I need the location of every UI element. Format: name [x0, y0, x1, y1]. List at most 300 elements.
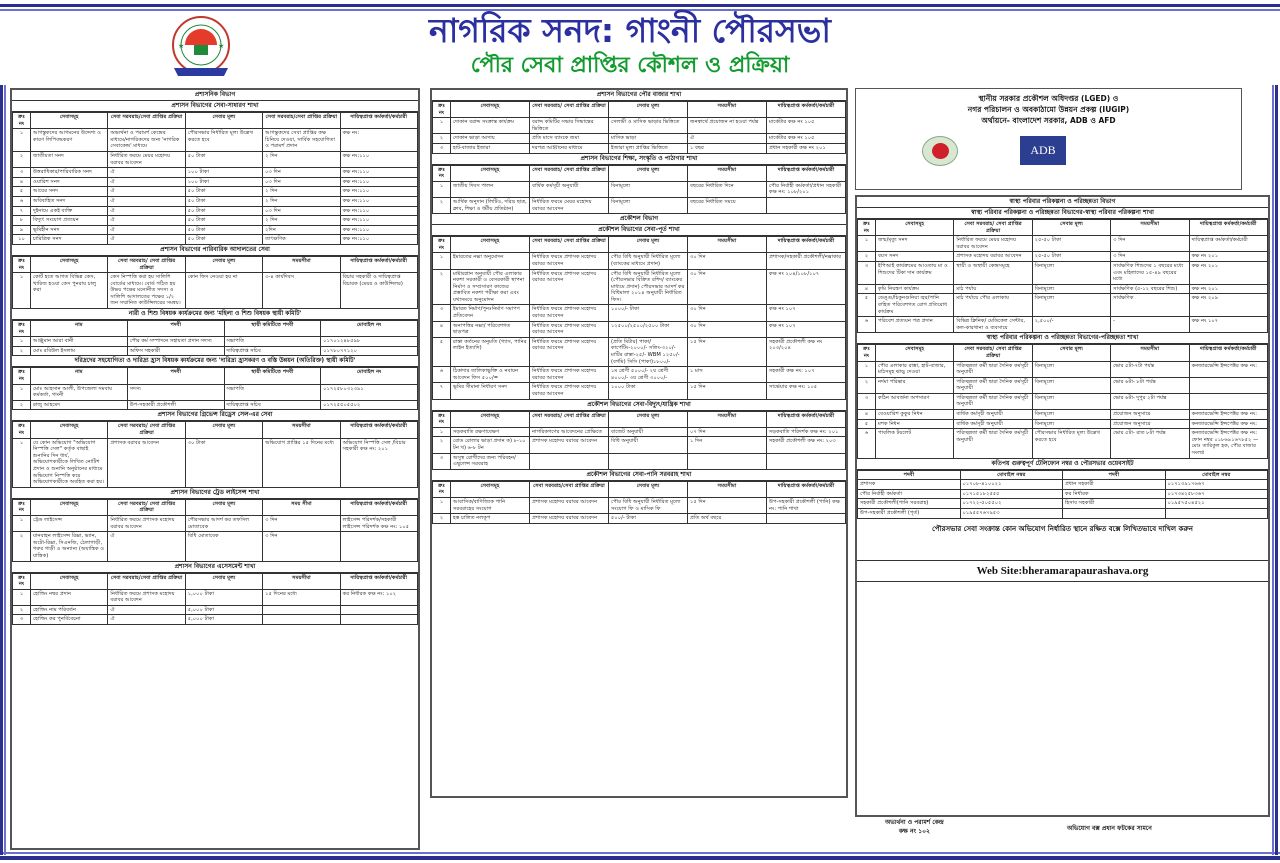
- table-cell: ১০: [13, 235, 31, 245]
- table-cell: নাগরিকগণের আবেদনের প্রেক্ষিতে: [530, 427, 609, 437]
- table-cell: ১ম শ্রেণী ৫০০০/- ২য় শ্রেণী ৪০০০/- ৩য় শ্রেণী ৩০০০/-: [609, 367, 688, 383]
- table-cell: ৩-৪ কার্যদিবস: [263, 273, 340, 309]
- table-cell: ২: [433, 269, 451, 305]
- table-cell: ৪: [433, 321, 451, 337]
- table-row: [433, 253, 846, 269]
- column-header: ক্রঃ নং: [433, 411, 451, 427]
- table-cell: ঐ: [108, 235, 185, 245]
- column-header: সেবা সরবরাহ/সেবা প্রাপ্তির প্রক্রিয়া: [263, 113, 340, 129]
- adb-logo: ADB: [1020, 136, 1066, 165]
- left-column: [10, 88, 420, 850]
- table-cell: ১০০ টাকা: [185, 177, 262, 187]
- table-row: [858, 499, 1268, 509]
- column-header: সময় সীমা: [263, 499, 340, 515]
- table-cell: ১২৫০০/২৫০০/২৫০০ টাকা: [609, 321, 688, 337]
- table-cell: সহকারী প্রকৌশলী কক্ষ নং: ২০৩: [767, 437, 846, 453]
- table-cell: দোকান ভাড়া আদায়: [451, 134, 530, 144]
- column-header: সেবাসমূহ: [451, 481, 530, 497]
- table-cell: যে কোন অভিযোগ "অভিযোগ নিস্পত্তি সেল" কর্তৃক বাছাই শুনানির দিন ধার্য, অভিযোগকারীকে লিখিত নোটিশ প্রদান ও শুনানি অনুষ্ঠানের মাধ্যমে অভিযোগ নিস্পত্তি করে অভিযোগকারীকে অবহিত করা হয়।: [31, 438, 108, 487]
- table-cell: কনজারভেন্সি ইন্সপেক্টর কক্ষ নং:: [1189, 419, 1267, 429]
- table-header-row: [433, 411, 846, 427]
- table-row: [13, 196, 418, 206]
- table-cell: ঐ: [108, 216, 185, 226]
- table-cell: ১৫ দিনের মধ্যে: [263, 589, 340, 605]
- table-cell: বিচার সহকারী ও দায়িত্বপ্রাপ্ত বিচারক (মেয়র ও কাউন্সিলর): [340, 273, 417, 309]
- table-cell: পরিচ্ছন্নতা কর্মী দ্বারা দৈনিক কর্মসূচী অনুযায়ী: [954, 361, 1032, 377]
- column-header: সময়সীমা: [263, 256, 340, 272]
- table-cell: ০১৭০১২৪৮৫৯৮: [321, 337, 418, 347]
- table-cell: ০১৭১৩৯১৭৬৬৭: [1165, 480, 1268, 490]
- table-cell: কোন ফিস নেওয়া হয় না: [185, 273, 262, 309]
- bottom-border: [0, 852, 1280, 860]
- svg-text:★: ★: [218, 42, 225, 50]
- table-cell: প্রশাসক: [858, 480, 961, 490]
- table-cell: ০৭ দিন: [688, 427, 767, 437]
- table-header-row: [13, 368, 418, 384]
- table-cell: ভূমির সীমানা নির্ধারণ সনদ: [451, 383, 530, 399]
- table-row: [13, 438, 418, 487]
- table-cell: ৪: [13, 177, 31, 187]
- column-header: পদবী: [858, 470, 961, 480]
- table-cell: মোঃ রবিউল ইসলাম: [31, 346, 128, 356]
- table-row: [13, 384, 418, 400]
- table-cell: ৪: [858, 284, 876, 294]
- table-cell: ১৫ দিন: [688, 383, 767, 399]
- table-cell: ৫০ টাকা: [185, 206, 262, 216]
- table-cell: ২: [13, 532, 31, 561]
- svg-text:★: ★: [178, 42, 185, 50]
- table-cell: মাষ্টারপ্লান অনুযায়ী পৌর এলাকার নকশা সরকারী ও বেসরকারী স্থাপনা নির্মাণ ও সম্প্রসারণ কাজের প্রস্তাবিত নকশা পরীক্ষা করা এবং যথাসময়ে অনুমোদন: [451, 269, 530, 305]
- sponsor-line-3: অর্থায়নে- বাংলাদেশ সরকার, ADB ও AFD: [981, 116, 1116, 125]
- table-cell: ৬: [13, 196, 31, 206]
- table-cell: প্রশাসক মহোদয় বরাবর আবেদন: [530, 514, 609, 524]
- table-cell: প্রয়োজন অনুসারে: [1111, 410, 1189, 420]
- bangladesh-government-seal-icon: [922, 136, 958, 166]
- table-cell: সদস্য: [127, 384, 224, 400]
- table-row: [433, 453, 846, 469]
- service-section: [432, 90, 846, 154]
- service-table: [432, 411, 846, 470]
- table-cell: ১ বছর: [688, 143, 767, 153]
- table-row: [433, 337, 846, 366]
- table-header-row: [13, 573, 418, 589]
- table-cell: ২: [433, 197, 451, 213]
- table-cell: সহকারী প্রকৌশলী(পানি সরবরাহ): [858, 499, 961, 509]
- table-cell: মার্কেটার কক্ষ নং ১০৫: [767, 118, 846, 134]
- table-cell: ৫০০/- টাকা: [609, 514, 688, 524]
- table-cell: ০৩ দিন: [263, 206, 340, 216]
- column-header: সেবা সরবরাহ/ সেবা প্রাপ্তির প্রক্রিয়া: [108, 422, 185, 438]
- table-cell: নির্ধারিত ফরমে প্রশাসক মহোদয় বরাবর আবেদন: [530, 269, 609, 305]
- table-header-row: [13, 321, 418, 337]
- table-cell: আঞ্জুমান আরা বানী: [31, 337, 128, 347]
- table-cell: পৌরসভার নির্ধারিত মূল্য উল্লেখ করতে হবে: [185, 129, 262, 152]
- table-cell: কোর্ট হতে আগত বিভিন্ন কেস, খারিজ হওয়া কেস পুনরায় চালু করা: [31, 273, 108, 309]
- table-cell: পরিচ্ছন্নতা কর্মী দ্বারা দৈনিক কর্মসূচী অনুযায়ী: [954, 393, 1032, 409]
- table-cell: পাবলিক টয়লেট: [876, 429, 954, 458]
- column-header: সেবা সরবরাহ/ সেবা প্রাপ্তির প্রক্রিয়া: [108, 256, 185, 272]
- table-row: [858, 361, 1268, 377]
- table-header-row: [858, 470, 1268, 480]
- table-cell: ৩: [858, 393, 876, 409]
- table-cell: মশক নিধন: [876, 419, 954, 429]
- table-cell: ২৫-৫০ টাকা: [1032, 252, 1110, 262]
- table-cell: পরিচ্ছন্নতা কর্মী দ্বারা দৈনিক কর্মসূচী অনুযায়ী: [954, 377, 1032, 393]
- table-cell: বিনামূল্যে: [1032, 361, 1110, 377]
- table-cell: ২ দিন: [263, 151, 340, 167]
- table-cell: ২,৫০০/-: [1032, 317, 1110, 333]
- sponsor-line-1: স্থানীয় সরকার প্রকৌশল অধিদপ্তর (LGED) ও: [978, 94, 1119, 103]
- table-row: [858, 284, 1268, 294]
- table-cell: ৩ দিন: [263, 515, 340, 531]
- table-row: [433, 427, 846, 437]
- table-cell: ০১৭১৫১৮২৫৫৫: [960, 489, 1063, 499]
- service-table: [857, 219, 1268, 333]
- table-cell: ১: [13, 438, 31, 487]
- table-cell: ৩: [858, 261, 876, 284]
- table-row: [433, 269, 846, 305]
- table-row: [858, 377, 1268, 393]
- table-cell: ৬: [433, 367, 451, 383]
- table-header-row: [13, 499, 418, 515]
- table-cell: চারিত্রিক সনদ: [31, 235, 108, 245]
- table-cell: ০১৭২২-৫০৫৫০২: [960, 499, 1063, 509]
- table-cell: ১: [858, 361, 876, 377]
- column-header: সেবা সরবরাহ/সেবা প্রাপ্তির প্রক্রিয়া: [530, 481, 609, 497]
- table-cell: ১: [433, 497, 451, 513]
- table-cell: [340, 605, 417, 615]
- table-cell: কর নির্ধারক কক্ষ নং: ১০২: [340, 589, 417, 605]
- service-table: [857, 470, 1268, 519]
- column-header: সেবা সরবরাহ/সেবা প্রাপ্তির প্রক্রিয়া: [108, 573, 185, 589]
- table-cell: ভোর ৬টা- দুপুর ২টা পর্যন্ত: [1111, 393, 1189, 409]
- table-cell: [688, 453, 767, 469]
- table-row: [13, 346, 418, 356]
- section-subtitle: প্রশাসন বিভাগের সেবা-সাধারণ শাখা: [12, 101, 418, 112]
- table-cell: ১: [433, 181, 451, 197]
- table-cell: ০১৭২৫৮০৩২৩৯১: [321, 384, 418, 400]
- table-cell: ৮: [13, 216, 31, 226]
- table-row: [13, 129, 418, 152]
- column-header: মোবাইল নং: [321, 368, 418, 384]
- column-header: সেবার মূল্য: [1032, 345, 1110, 361]
- table-cell: দোকান বরাদ্দ সংক্রান্ত কার্যক্রম: [451, 118, 530, 134]
- table-cell: যানবাহন লাইসেন্স রিক্সা, ভ্যান, অটো-রিক্সা, সিএনজি, ঠেলাগাড়ী, গরুর গাড়ী ও অন্যান্য (অযান্ত্রিক ও যান্ত্রিক): [31, 532, 108, 561]
- column-header: ক্রঃ নং: [13, 113, 31, 129]
- section-title: প্রকৌশল বিভাগের সেবা-পানি সরবরাহ শাখা: [432, 470, 846, 481]
- column-header: ক্রঃ নং: [433, 481, 451, 497]
- table-cell: দরপত্র আহ্বানের মাধ্যমে: [530, 143, 609, 153]
- table-cell: উপ-সহকারী প্রকৌশলী: [127, 400, 224, 410]
- table-cell: ভোর ৫টা- রাত ৮টা পর্যন্ত: [1111, 429, 1189, 458]
- table-cell: তাৎক্ষণিক: [263, 235, 340, 245]
- column-header: ক্রঃ নং: [433, 237, 451, 253]
- table-cell: ১: [433, 253, 451, 269]
- center-column: [430, 88, 848, 798]
- service-section: [857, 333, 1268, 458]
- table-cell: ৩ দিন: [1111, 236, 1189, 252]
- section-subtitle: প্রকৌশল বিভাগের সেবা-পূর্ত শাখা: [432, 225, 846, 236]
- website-link[interactable]: Web Site:bheramarapaurashava.org: [857, 561, 1268, 582]
- table-cell: হস্ত চালিত নলকূপ: [451, 514, 530, 524]
- table-cell: ৩: [13, 615, 31, 625]
- table-cell: ৫০ টাকা: [185, 187, 262, 197]
- column-header: সেবাসমূহ: [31, 573, 108, 589]
- table-cell: আয়ের সনদ: [31, 187, 108, 197]
- table-cell: ঐ: [108, 187, 185, 197]
- table-header-row: [858, 345, 1268, 361]
- table-cell: ২ দিন: [263, 216, 340, 226]
- table-cell: ৫: [858, 419, 876, 429]
- table-row: [433, 367, 846, 383]
- column-header: দায়িত্বপ্রাপ্ত কর্মকর্তা/কর্মচারী: [767, 411, 846, 427]
- service-table: [12, 367, 418, 410]
- right-column: [855, 195, 1270, 817]
- table-cell: [609, 453, 688, 469]
- service-section: [857, 459, 1268, 519]
- table-cell: ৬: [858, 429, 876, 458]
- table-cell: কক্ষ নং:১১০: [340, 177, 417, 187]
- table-row: [433, 143, 846, 153]
- table-cell: সহকারী কক্ষ নং: ১০৭: [767, 367, 846, 383]
- section-title: প্রশাসন বিভাগের পৌর বাজার শাখা: [432, 90, 846, 101]
- column-header: সেবা সরবরাহ/ সেবা প্রাপ্তির প্রক্রিয়া: [530, 411, 609, 427]
- table-cell: অভ্যর্থনা ও পরামর্শ কেন্দ্রের মাধ্যমে/নাগরিকদের জন্য 'নাগরিক সেবাকেন্দ্র' মাধ্যমে: [108, 129, 185, 152]
- section-subtitle: স্বাস্থ্য পরিবার পরিকল্পনা ও পরিচ্ছন্নতা বিভাগের-স্বাস্থ্য পরিবার পরিকল্পনা শাখা: [857, 208, 1268, 219]
- table-cell: [767, 453, 846, 469]
- table-cell: নির্ধারিত ফরমে প্রশাসক মহোদয় বরাবর আবেদন: [530, 305, 609, 321]
- table-cell: ১: [433, 118, 451, 134]
- table-cell: ৩: [433, 453, 451, 469]
- table-cell: ০১৭৩৪২৫৮৩৬৭: [1165, 489, 1268, 499]
- column-header: দায়িত্বপ্রাপ্ত কর্মকর্তা/কর্মচারী: [767, 481, 846, 497]
- table-cell: ঐ: [108, 532, 185, 561]
- table-cell: ঠিকাদার তালিকাভুক্তি ও নবায়ন আবেদন ফিস ৫০০/=: [451, 367, 530, 383]
- table-cell: নর্দমা পরিষ্কার: [876, 377, 954, 393]
- service-section: [12, 309, 418, 356]
- table-row: [858, 261, 1268, 284]
- table-header-row: [433, 481, 846, 497]
- table-cell: ২: [858, 377, 876, 393]
- column-header: সেবার মূল্য: [185, 573, 262, 589]
- table-cell: প্রশাসক মহোদয় বরাবর আবেদন: [530, 437, 609, 453]
- table-cell: ১: [13, 273, 31, 309]
- table-cell: অবিবাহিত সনদ: [31, 196, 108, 206]
- table-cell: ২ দিন: [263, 196, 340, 206]
- column-header: দায়িত্বপ্রাপ্ত কর্মকর্তা/কর্মচারী: [1189, 220, 1267, 236]
- table-cell: ৫০ টাকা: [185, 216, 262, 226]
- table-cell: ২: [13, 151, 31, 167]
- column-header: মোবাইল নং: [321, 321, 418, 337]
- table-cell: ২: [433, 437, 451, 453]
- column-header: সময়সীমা: [1111, 220, 1189, 236]
- table-cell: নির্ধারিত ফরমে মেয়র মহোদয় বরাবর আবেদন: [108, 151, 185, 167]
- table-header-row: [433, 165, 846, 181]
- table-cell: ২: [433, 514, 451, 524]
- table-cell: জাতীয়তা সনদ: [31, 151, 108, 167]
- column-header: সেবাসমূহ: [31, 499, 108, 515]
- table-cell: ভোর ৬টা- ৮টা পর্যন্ত: [1111, 377, 1189, 393]
- left-border: [0, 85, 6, 855]
- table-cell: আবাসিক/বাণিজ্যিক পানি সরবরাহের সংযোগ: [451, 497, 530, 513]
- column-header: পদবী: [127, 368, 224, 384]
- table-row: [858, 294, 1268, 317]
- table-cell: [263, 615, 340, 625]
- service-table: [432, 236, 846, 399]
- table-cell: ঐ: [688, 134, 767, 144]
- table-cell: সড়কবাতি রক্ষণাবেক্ষণ: [451, 427, 530, 437]
- table-cell: মাঠ পর্যায়ে পৌর এলাকায়: [954, 294, 1032, 317]
- table-cell: অভিযোগ প্রাপ্তির ১৫ দিনের মধ্যে: [263, 438, 340, 487]
- table-cell: সার্বক্ষণিক (৫-১২ বছরের শিশু): [1111, 284, 1189, 294]
- section-title: দরিদ্রদের সহযোগিতা ও দারিদ্র্য হ্রাস বিষয়ক কার্যক্রমের জন্য 'দারিদ্র্য হ্রাসকরণ ও বস্তি উন্নয়ন (অতিরিক্ত) স্থায়ী কমিটি': [12, 356, 418, 367]
- table-cell: ২: [433, 134, 451, 144]
- table-cell: ঐ: [108, 615, 185, 625]
- table-cell: ১: [13, 515, 31, 531]
- table-cell: বিনামূল্যে: [609, 181, 688, 197]
- table-cell: নির্ধারিত ফরমে মেয়র মহোদয় বরাবর আবেদন: [530, 197, 609, 213]
- table-cell: ৫০ টাকা: [185, 196, 262, 206]
- table-cell: ১: [13, 589, 31, 605]
- column-header: সময়সীমা: [688, 237, 767, 253]
- table-row: [858, 236, 1268, 252]
- service-section: [432, 470, 846, 524]
- table-cell: বিনামূল্যে: [1032, 393, 1110, 409]
- table-cell: ৪: [858, 410, 876, 420]
- table-cell: প্রতি অর্থ বছরে: [688, 514, 767, 524]
- table-cell: বছরের নির্ধারিত সময়ে: [688, 197, 767, 213]
- column-header: সেবাসমূহ: [31, 113, 108, 129]
- table-cell: ৩০ দিন: [688, 253, 767, 269]
- column-header: দায়িত্বপ্রাপ্ত কর্মকর্তা/কর্মচারী: [1189, 345, 1267, 361]
- column-header: সেবা সরবরাহ/ সেবা প্রাপ্তির প্রক্রিয়া: [108, 499, 185, 515]
- section-title: প্রশাসন বিভাগের গ্রিভেন্স রিড্রেস সেল-এর সেবা: [12, 410, 418, 421]
- table-cell: ট্রেড লাইসেন্স: [31, 515, 108, 531]
- column-header: মোবাইল নম্বর: [960, 470, 1063, 480]
- table-cell: কক্ষ নং:১১০: [340, 168, 417, 178]
- table-cell: দায়িত্বপ্রাপ্ত সচিব: [224, 346, 321, 356]
- table-cell: বিনামূল্যে: [1032, 410, 1110, 420]
- table-cell: পৌর বিধি অনুযায়ী নির্ধারিত মূল্যে সংযোগ ফি ও মাসিক ফি: [609, 497, 688, 513]
- table-cell: প্রয়োজন অনুসারে: [1111, 419, 1189, 429]
- table-cell: প্রধান সহকারী: [1063, 480, 1166, 490]
- table-cell: হোল্ডিং নাম পরিবর্তন: [31, 605, 108, 615]
- table-cell: কক্ষ নং:: [340, 129, 417, 152]
- table-row: [433, 497, 846, 513]
- table-cell: নির্ধারিত ফরমে প্রশাসক মহোদয় বরাবর আবেদন: [530, 321, 609, 337]
- service-table: [432, 165, 846, 215]
- service-section: [432, 214, 846, 399]
- column-header: সেবা সরবরাহ/ সেবা প্রাপ্তির প্রক্রিয়া: [954, 345, 1032, 361]
- table-cell: ০১৯৫৫৭৬৭৯৫৩: [960, 509, 1063, 519]
- table-cell: বয়স সনদ: [876, 252, 954, 262]
- table-cell: ১ দিন: [688, 437, 767, 453]
- table-cell: ০১৭০৮-৪১০০২১: [960, 480, 1063, 490]
- table-header-row: [13, 113, 418, 129]
- column-header: সময়সীমা: [688, 411, 767, 427]
- service-section: [12, 562, 418, 626]
- table-row: [13, 206, 418, 216]
- table-cell: বিনামূল্যে: [609, 197, 688, 213]
- column-header: সেবাসমূহ: [31, 256, 108, 272]
- table-cell: বার্ষিক কর্মসূচী অনুযায়ী: [954, 419, 1032, 429]
- column-header: সেবার মূল্য: [185, 422, 262, 438]
- page-title: নাগরিক সনদ: গাংনী পৌরসভা: [429, 11, 831, 50]
- table-cell: কক্ষ নং ২০১: [1189, 261, 1267, 284]
- table-cell: [1189, 377, 1267, 393]
- column-header: ক্রঃ নং: [13, 256, 31, 272]
- section-title: প্রশাসন বিভাগের পারিবারিক আদালতের সেবা: [12, 245, 418, 256]
- table-cell: -: [1111, 317, 1189, 333]
- table-cell: ১: [858, 236, 876, 252]
- service-section: [12, 90, 418, 245]
- table-cell: জন্ম/মৃত্যু সনদ: [876, 236, 954, 252]
- table-row: [13, 273, 418, 309]
- service-table: [857, 344, 1268, 458]
- table-header-row: [13, 256, 418, 272]
- table-header-row: [858, 220, 1268, 236]
- table-cell: কনজারভেন্সি ইন্সপেক্টর কক্ষ নং:: [1189, 410, 1267, 420]
- column-header: সেবার মূল্য: [185, 113, 262, 129]
- table-cell: ঐ: [108, 206, 185, 216]
- service-table: [432, 481, 846, 524]
- column-header: স্থায়ী কমিটিতে পদবী: [224, 368, 321, 384]
- help-desk-label: অভ্যর্থনা ও পরামর্শ কেন্দ্র: [885, 819, 944, 826]
- table-row: [13, 615, 418, 625]
- table-cell: সার্বক্ষণিক শিশুদের ১ বছরের মধ্যে এবং মহিলাদের ১৫-৪৯ বছরের মধ্যে: [1111, 261, 1189, 284]
- column-header: ক্রঃ নং: [858, 220, 876, 236]
- table-cell: ৭: [13, 206, 31, 216]
- column-header: সেবাসমূহ: [451, 411, 530, 427]
- table-cell: স্থায়ী ও অস্থায়ী কেন্দ্রসমূহে: [954, 261, 1032, 284]
- table-cell: কনজারভেন্সি ইন্সপেক্টর কক্ষ নং: ফোন নম্বর ০১৮৬৯১৬৭৮৫২ — মোঃ তারিকুল হক, পৌর বাজার সংলগ্ন: [1189, 429, 1267, 458]
- service-section: [432, 154, 846, 215]
- table-cell: বার্ষিক কর্মসূচী অনুযায়ী: [530, 181, 609, 197]
- table-cell: ১: [13, 384, 31, 400]
- table-cell: বিনামূল্যে: [1032, 377, 1110, 393]
- table-row: [13, 235, 418, 245]
- column-header: দায়িত্বপ্রাপ্ত কর্মকর্তা/কর্মচারী: [340, 499, 417, 515]
- column-header: সেবাসমূহ: [451, 102, 530, 118]
- table-cell: ২: [13, 400, 31, 410]
- service-table: [12, 421, 418, 487]
- table-row: [858, 410, 1268, 420]
- table-cell: ২: [13, 605, 31, 615]
- table-cell: ৩০ টাকা: [185, 438, 262, 487]
- table-cell: ৫: [858, 294, 876, 317]
- table-row: [13, 589, 418, 605]
- table-cell: ভূমিহীন সনদ: [31, 225, 108, 235]
- table-cell: নির্ধারিত ফরমে প্রশাসক মহোদয় বরাবর আবেদন: [530, 337, 609, 366]
- service-section: [12, 356, 418, 410]
- column-header: ক্রঃ নং: [13, 499, 31, 515]
- table-cell: ৩: [433, 143, 451, 153]
- table-cell: উপ-সহকারী প্রকৌশলী (পূর্ত): [858, 509, 961, 519]
- table-cell: [1189, 393, 1267, 409]
- table-cell: ২: [13, 346, 31, 356]
- table-cell: ৬: [858, 317, 876, 333]
- table-row: [13, 400, 418, 410]
- table-cell: সেলামী ও মাসিক ভাড়ার ভিত্তিতে: [609, 118, 688, 134]
- table-row: [13, 187, 418, 197]
- table-cell: ইমারত নির্মাণ/পুনঃনির্মাণ সমাপণ প্রতিবেদন: [451, 305, 530, 321]
- table-cell: লাইসেন্স পরিদর্শক/সহকারী লাইসেন্স পরিদর্শক কক্ষ নং: ১০৫: [340, 515, 417, 531]
- column-header: দায়িত্বপ্রাপ্ত কর্মকর্তা/কর্মচারী: [340, 113, 417, 129]
- table-cell: ঐ: [108, 177, 185, 187]
- table-cell: প্রশাসক মহোদয় বরাবর আবেদন: [530, 497, 609, 513]
- table-cell: বিদ্যুৎ সংযোগ প্রত্যয়ন: [31, 216, 108, 226]
- column-header: দায়িত্বপ্রাপ্ত কর্মকর্তা/কর্মচারী: [767, 102, 846, 118]
